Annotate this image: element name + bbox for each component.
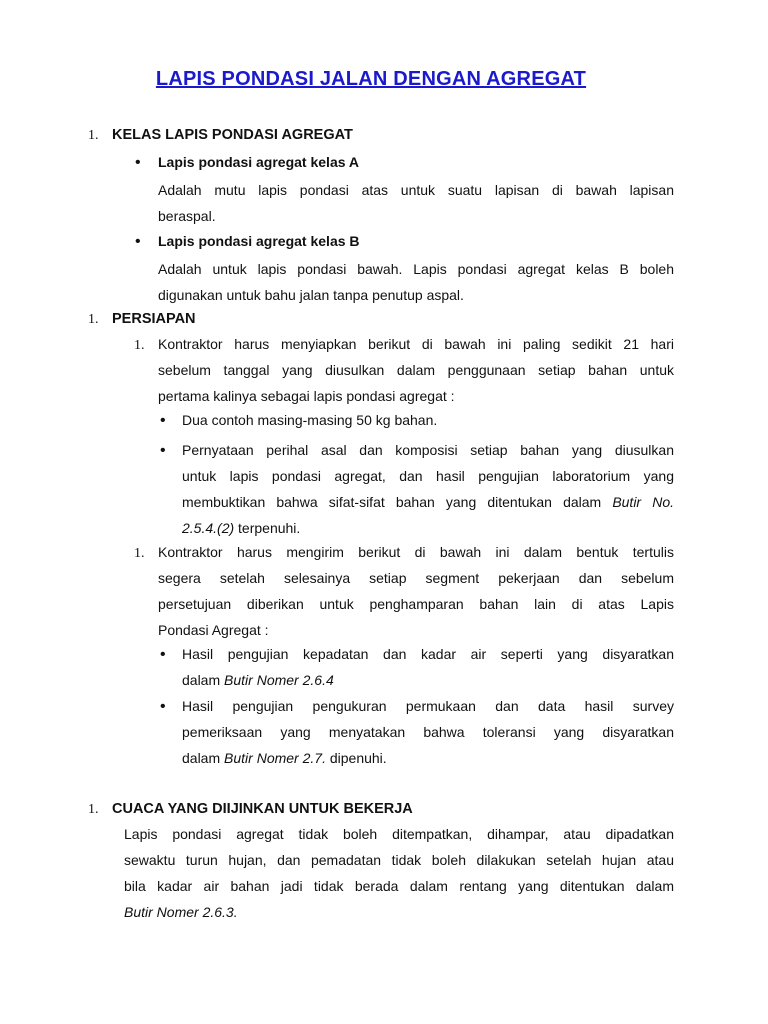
text-line: pemeriksaan yang menyatakan bahwa toleransi yang disyaratkan <box>182 724 674 740</box>
bullet-icon: • <box>135 233 141 250</box>
reference-text: Butir Nomer 2.7. <box>224 750 326 766</box>
text-line: untuk lapis pondasi agregat, dan hasil pengujian laboratorium yang <box>182 468 674 484</box>
reference-text: Butir Nomer 2.6.4 <box>224 672 334 688</box>
text-line: Kontraktor harus menyiapkan berikut di bawah ini paling sedikit 21 hari <box>158 336 674 352</box>
section-number: 1. <box>88 128 99 143</box>
text-line: pertama kalinya sebagai lapis pondasi agregat : <box>158 388 455 404</box>
text-line: beraspal. <box>158 208 216 224</box>
text-line: Adalah mutu lapis pondasi atas untuk suatu lapisan di bawah lapisan <box>158 182 674 198</box>
item-description <box>158 256 674 308</box>
text-line <box>182 745 674 771</box>
text-line: sewaktu turun hujan, dan pemadatan tidak boleh dilakukan setelah hujan atau <box>124 852 674 868</box>
bullet-icon: • <box>160 412 166 429</box>
reference-text: 2.5.4.(2) <box>182 520 235 536</box>
text-line: Pondasi Agregat : <box>158 622 269 638</box>
text-line: bila kadar air bahan jadi tidak berada dalam rentang yang ditentukan dalam <box>124 878 674 894</box>
text-line: Kontraktor harus mengirim berikut di bawah ini dalam bentuk tertulis <box>158 544 674 560</box>
text-line: Lapis pondasi agregat tidak boleh ditempatkan, dihampar, atau dipadatkan <box>124 826 674 842</box>
bullet-text <box>182 641 674 693</box>
subitem-text <box>158 539 674 643</box>
text-line: Dua contoh masing-masing 50 kg bahan. <box>182 412 438 428</box>
reference-text: Butir No. <box>612 494 674 510</box>
text-segment: dalam <box>182 750 225 766</box>
text-line: digunakan untuk bahu jalan tanpa penutup aspal. <box>158 287 464 303</box>
text-line: sebelum tanggal yang diusulkan dalam penggunaan setiap bahan untuk <box>158 362 674 378</box>
section-heading: PERSIAPAN <box>112 311 196 327</box>
bullet-icon: • <box>135 154 141 171</box>
text-line <box>182 489 674 515</box>
text-line: Pernyataan perihal asal dan komposisi setiap bahan yang diusulkan <box>182 442 674 458</box>
bullet-icon: • <box>160 698 166 715</box>
section-heading: CUACA YANG DIIJINKAN UNTUK BEKERJA <box>112 801 413 817</box>
text-line <box>124 899 674 925</box>
text-line: persetujuan diberikan untuk penghamparan bahan lain di atas Lapis <box>158 596 674 612</box>
bullet-icon: • <box>160 442 166 459</box>
bullet-text <box>182 693 674 771</box>
bullet-text <box>182 437 674 541</box>
bullet-text <box>182 407 674 433</box>
document-title: LAPIS PONDASI JALAN DENGAN AGREGAT <box>155 68 587 90</box>
text-line: Hasil pengujian kepadatan dan kadar air seperti yang disyaratkan <box>182 646 674 662</box>
text-line: Adalah untuk lapis pondasi bawah. Lapis pondasi agregat kelas B boleh <box>158 261 674 277</box>
item-label: Lapis pondasi agregat kelas A <box>158 154 359 170</box>
item-description <box>158 177 674 229</box>
bullet-icon: • <box>160 646 166 663</box>
text-segment: dipenuhi. <box>325 750 387 766</box>
reference-text: Butir Nomer 2.6.3. <box>124 904 238 920</box>
text-segment: dalam <box>182 672 225 688</box>
subitem-number: 1. <box>134 338 145 353</box>
text-line <box>182 515 674 541</box>
section-heading: KELAS LAPIS PONDASI AGREGAT <box>112 127 353 143</box>
section-number: 1. <box>88 312 99 327</box>
subitem-number: 1. <box>134 546 145 561</box>
item-label: Lapis pondasi agregat kelas B <box>158 233 360 249</box>
section-text <box>124 821 674 925</box>
text-segment: terpenuhi. <box>234 520 301 536</box>
text-line: segera setelah selesainya setiap segment pekerjaan dan sebelum <box>158 570 674 586</box>
text-segment: membuktikan bahwa sifat-sifat bahan yang ditentukan dalam <box>182 494 602 510</box>
subitem-text <box>158 331 674 409</box>
section-number: 1. <box>88 802 99 817</box>
text-line <box>182 667 674 693</box>
text-line: Hasil pengujian pengukuran permukaan dan data hasil survey <box>182 698 674 714</box>
